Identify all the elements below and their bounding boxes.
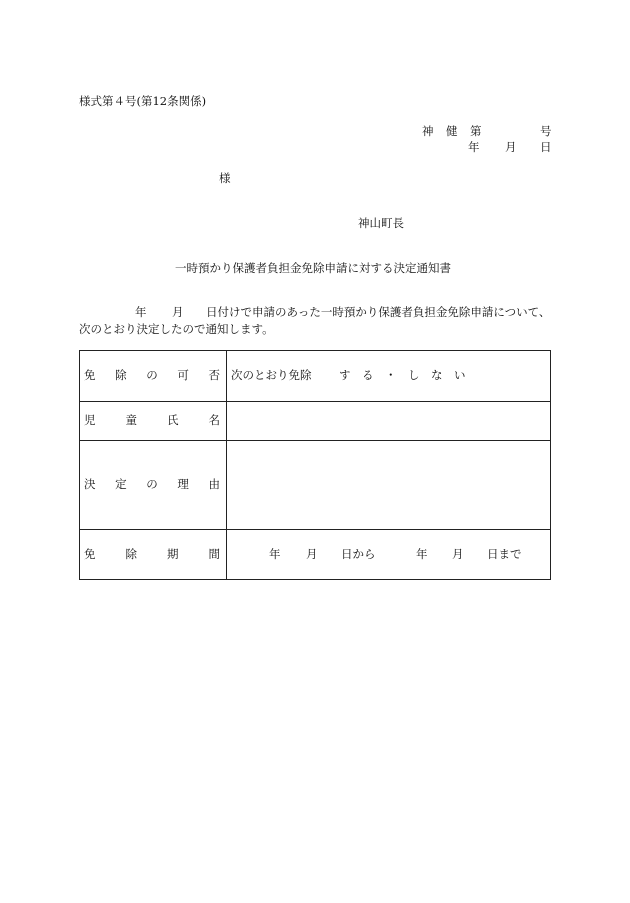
label-char: 由: [208, 477, 220, 491]
option-char: い: [454, 368, 466, 382]
date-line: [468, 142, 552, 156]
label-char: 否: [208, 368, 220, 382]
label-char: 間: [208, 547, 220, 561]
option-char: る: [362, 368, 374, 382]
doc-number-prefix-3: 第: [470, 124, 482, 138]
period-start-month: 月: [306, 547, 318, 561]
column-divider: [226, 351, 227, 579]
option-char: し: [408, 368, 420, 382]
label-char: 名: [208, 413, 220, 427]
period-start-year: 年: [269, 547, 281, 561]
doc-number-suffix: 号: [540, 124, 552, 138]
label-char: 童: [125, 413, 137, 427]
body-month: 月: [172, 305, 184, 319]
period-end-day: 日まで: [487, 547, 522, 561]
label-exemption-decision: [84, 370, 220, 382]
label-char: 除: [115, 368, 127, 382]
date-month: 月: [505, 140, 517, 154]
body-line-2: 次のとおり決定したので通知します。: [79, 322, 274, 336]
label-char: 可: [177, 368, 189, 382]
row-divider: [80, 529, 550, 530]
document-title: 一時預かり保護者負担金免除申請に対する決定通知書: [175, 261, 451, 275]
decision-table: [79, 350, 551, 580]
label-char: 期: [167, 547, 179, 561]
label-char: 免: [84, 547, 96, 561]
label-char: 氏: [167, 413, 179, 427]
label-char: の: [146, 477, 158, 491]
doc-number-prefix-2: 健: [446, 124, 458, 138]
exemption-period-value: [231, 549, 541, 563]
label-char: 免: [84, 368, 96, 382]
exemption-decision-value: [231, 370, 531, 384]
label-child-name: [84, 415, 220, 427]
label-char: 児: [84, 413, 96, 427]
date-year: 年: [468, 140, 480, 154]
body-line-1-rest: 日付けで申請のあった一時預かり保護者負担金免除申請について、: [206, 305, 551, 319]
row-divider: [80, 401, 550, 402]
label-char: 理: [177, 477, 189, 491]
period-end-year: 年: [416, 547, 428, 561]
doc-number: [422, 126, 552, 140]
label-char: 定: [115, 477, 127, 491]
body-year: 年: [135, 305, 147, 319]
option-char: す: [339, 368, 351, 382]
recipient-suffix: 様: [219, 171, 231, 185]
form-number: 様式第４号(第12条関係): [79, 94, 207, 108]
label-decision-reason: [84, 479, 220, 491]
exemption-prefix: 次のとおり免除: [231, 368, 312, 382]
doc-number-prefix-1: 神: [422, 124, 434, 138]
label-char: 除: [125, 547, 137, 561]
row-divider: [80, 440, 550, 441]
period-start-day: 日から: [341, 547, 376, 561]
date-day: 日: [540, 140, 552, 154]
label-char: の: [146, 368, 158, 382]
label-char: 決: [84, 477, 96, 491]
issuer: 神山町長: [358, 216, 404, 230]
option-char: な: [431, 368, 443, 382]
option-char: ・: [385, 368, 397, 382]
period-end-month: 月: [452, 547, 464, 561]
body-line-1: [79, 307, 551, 321]
label-exemption-period: [84, 549, 220, 561]
